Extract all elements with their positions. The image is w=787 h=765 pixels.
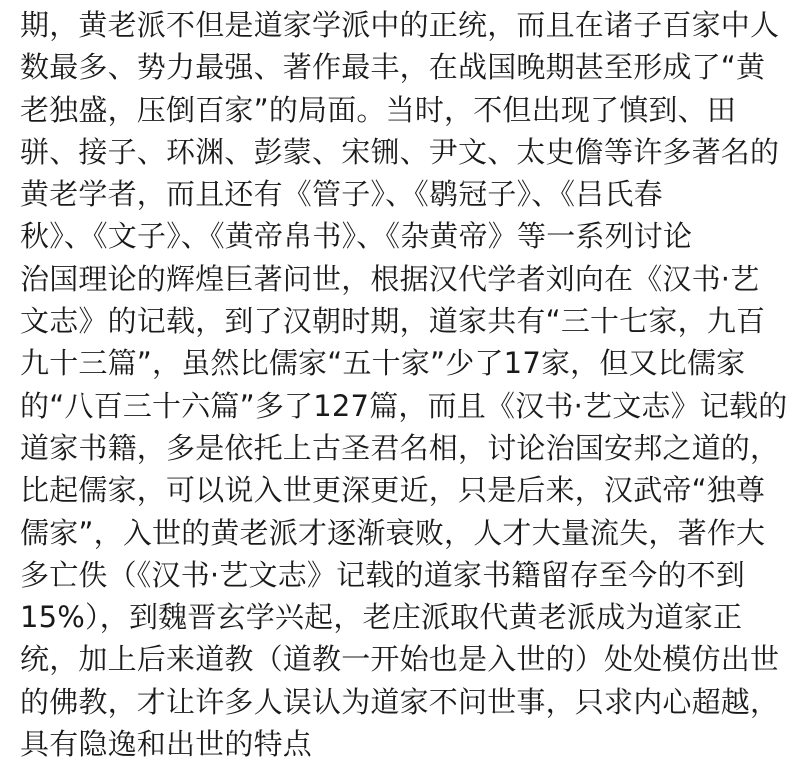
text-line: 比起儒家，可以说入世更深更近，只是后来，汉武帝“独尊: [20, 473, 766, 508]
text-line: 骈、接子、环渊、彭蒙、宋铏、尹文、太史儋等许多著名的: [20, 134, 780, 169]
text-line: 老独盛，压倒百家”的局面。当时，不但出现了慎到、田: [20, 92, 737, 127]
text-line: 多亡佚（《汉书·艺文志》记载的道家书籍留存至今的不到: [20, 557, 745, 592]
text-line: 九十三篇”，虽然比儒家“五十家”少了17家，但又比儒家: [20, 346, 746, 381]
text-line: 15%），到魏晋玄学兴起，老庄派取代黄老派成为道家正: [20, 600, 743, 635]
paragraph: [20, 0, 787, 765]
text-line: 期，黄老派不但是道家学派中的正统，而且在诸子百家中人: [20, 8, 780, 42]
text-line: 文志》的记载，到了汉朝时期，道家共有“三十七家，九百: [20, 304, 766, 339]
text-line: 道家书籍，多是依托上古圣君名相，讨论治国安邦之道的，: [20, 430, 780, 465]
text-line: 秋》、《文子》、《黄帝帛书》、《杂黄帝》等一系列讨论: [20, 219, 693, 254]
text-line: 具有隐逸和出世的特点: [20, 727, 313, 762]
text-line: 的佛教，才让许多人误认为道家不问世事，只求内心超越，: [20, 684, 780, 719]
text-line: 儒家”，入世的黄老派才逐渐衰败，人才大量流失，著作大: [20, 515, 766, 550]
text-line: 治国理论的辉煌巨著问世，根据汉代学者刘向在《汉书·艺: [20, 261, 760, 296]
text-line: 黄老学者，而且还有《管子》、《鹖冠子》、《吕氏春: [20, 177, 663, 212]
text-line: 统，加上后来道教（道教一开始也是入世的）处处模仿出世: [20, 642, 780, 677]
text-line: 数最多、势力最强、著作最丰，在战国晚期甚至形成了“黄: [20, 50, 766, 85]
text-line: 的“八百三十六篇”多了127篇，而且《汉书·艺文志》记载的: [20, 388, 787, 423]
